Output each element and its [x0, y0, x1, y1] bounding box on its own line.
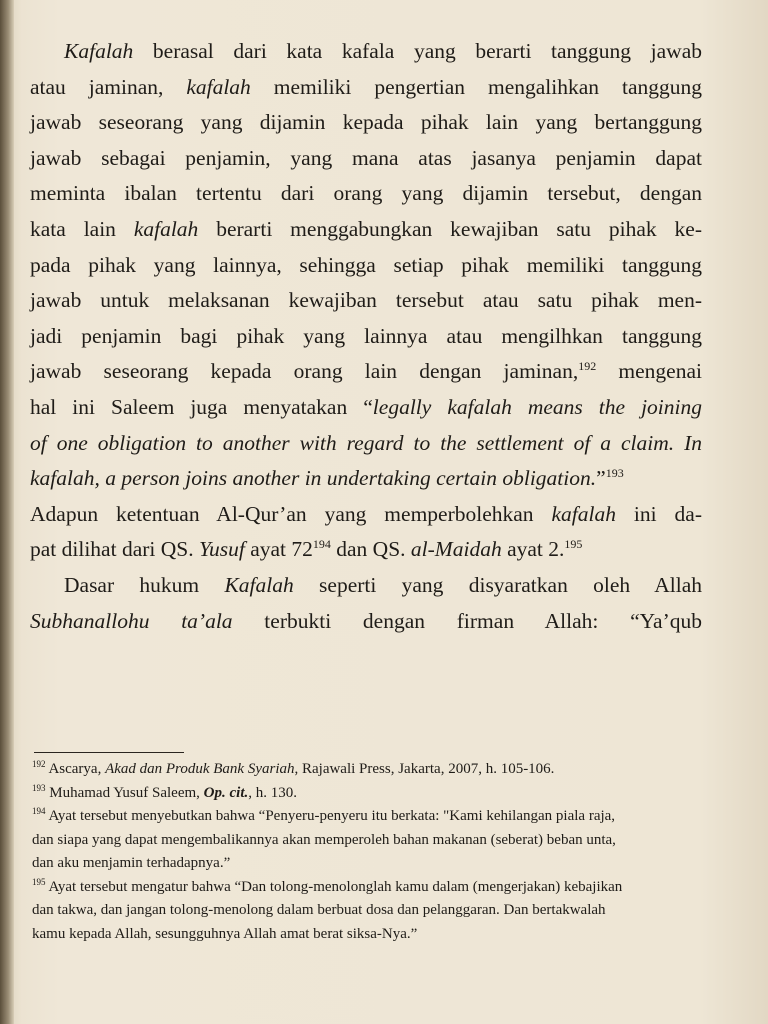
paragraph-2 [30, 568, 702, 639]
footnote-ref: 195 [564, 537, 583, 552]
text-line: meminta ibalan tertentu dari orang yang dijamin tersebut, dengan [30, 181, 702, 206]
footnote-ref: 194 [312, 537, 331, 552]
text-line: pat dilihat dari QS. Yusuf ayat $72^{194}$ dan QS. al-Maidah ayat 2.$^{195}$ [30, 537, 583, 562]
footnote-ref: 193 [605, 466, 624, 481]
text-line: jadi penjamin bagi pihak yang lainnya atau mengilhkan tanggung [30, 323, 702, 348]
footnote-number: 194 [32, 806, 46, 816]
text-line: jawab seseorang kepada orang lain dengan jaminan,$^{192}$ mengenai [30, 359, 702, 384]
footnote-192: $^{192}$ Ascarya, Akad dan Produk Bank Syariah, Rajawali Press, Jakarta, 2007, h. 105-106. [32, 759, 555, 777]
text-line: atau jaminan, kafalah memiliki pengertian mengalihkan tanggung [30, 74, 702, 99]
footnote-separator [34, 752, 184, 753]
text-line: Adapun ketentuan Al-Qur’an yang memperbolehkan kafalah ini da- [30, 501, 702, 526]
main-text [30, 34, 702, 639]
text-line: jawab sebagai penjamin, yang mana atas jasanya penjamin dapat [30, 145, 702, 170]
text-line: jawab seseorang yang dijamin kepada pihak lain yang bertanggung [30, 110, 702, 135]
text-line: hal ini Saleem juga menyatakan “legally kafalah means the joining [30, 394, 703, 419]
text-line: kafalah, a person joins another in undertaking certain obligation.”$^{193}$ [30, 466, 624, 491]
text-line: Dasar hukum Kafalah seperti yang disyaratkan oleh Allah [64, 572, 702, 597]
footnotes [32, 758, 722, 946]
footnote-195: $^{195}$ Ayat tersebut mengatur bahwa “Dan tolong-menolonglah kamu dalam (mengerjakan) kebajikan dan takwa, dan jangan tolong-menolong dalam berbuat dosa dan pelanggaran. Dan bertakwalah kamu kepada Allah, sesungguhnya Allah amat berat siksa-Nya.” [32, 876, 623, 942]
text-line: Subhanallohu ta’ala terbukti dengan firman Allah: “Ya’qub [30, 608, 702, 633]
paragraph-1 [30, 34, 702, 568]
footnote-194: $^{194}$ Ayat tersebut menyebutkan bahwa “Penyeru-penyeru itu berkata: "Kami kehilangan piala raja, dan siapa yang dapat mengembalikannya akan memperoleh bahan makanan (seberat) beban unta, dan aku menjamin terhadapnya.” [32, 806, 616, 871]
text-line: pada pihak yang lainnya, sehingga setiap pihak memiliki tanggung [30, 252, 702, 277]
text-line: Kafalah berasal dari kata kafala yang berarti tanggung jawab [64, 39, 702, 63]
footnote-193: $^{193}$ Muhamad Yusuf Saleem, Op. cit., h. 130. [32, 782, 297, 801]
footnote-number: 193 [32, 782, 46, 793]
footnote-ref: 192 [578, 359, 597, 374]
text-line: of one obligation to another with regard to the settlement of a claim. In [30, 430, 702, 455]
footnote-number: 195 [32, 876, 46, 887]
text-line: jawab untuk melaksanan kewajiban tersebut atau satu pihak men- [30, 288, 702, 313]
text-line: kata lain kafalah berarti menggabungkan kewajiban satu pihak ke- [30, 216, 702, 241]
footnote-number: 192 [32, 759, 46, 769]
book-spine-shadow [0, 0, 14, 1024]
